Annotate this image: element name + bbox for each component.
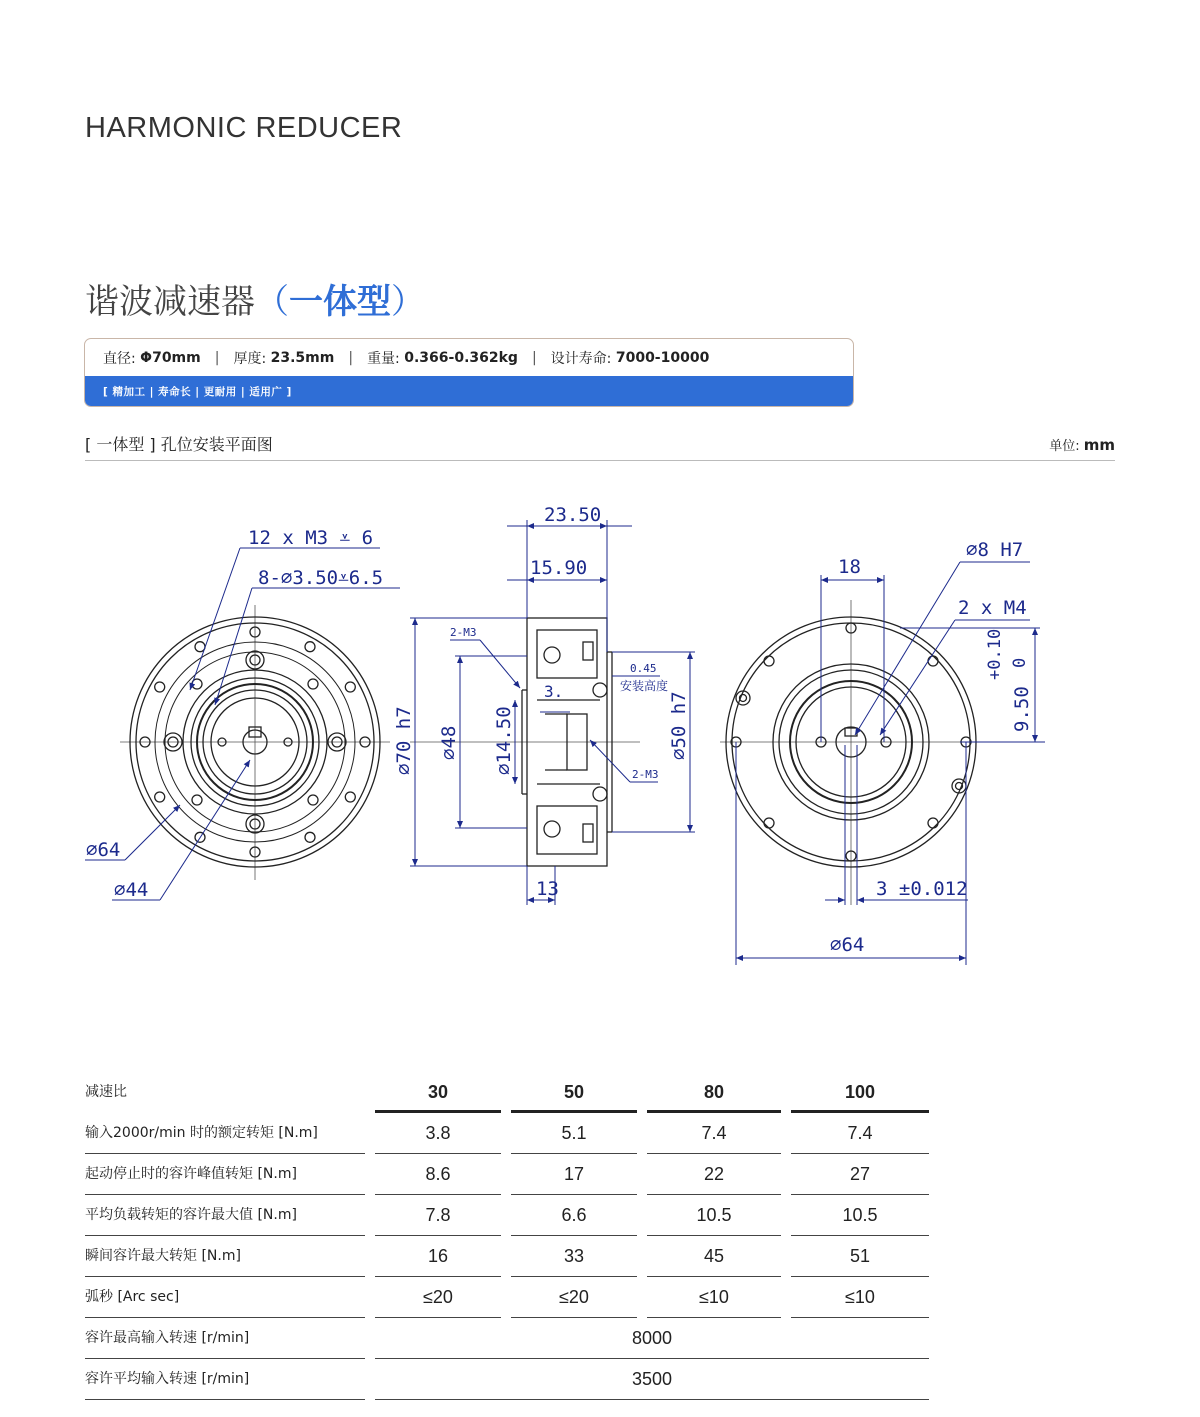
back-dim-950: 9.50 (1011, 686, 1033, 732)
table-cell: 7.4 (791, 1113, 929, 1154)
row-label: 平均负载转矩的容许最大值 [N.m] (85, 1195, 365, 1236)
technical-drawing (0, 470, 1200, 990)
table-cell: 8000 (375, 1318, 929, 1359)
front-dimensions (85, 548, 400, 900)
row-label: 瞬间容许最大转矩 [N.m] (85, 1236, 365, 1277)
table-cell: 17 (511, 1154, 637, 1195)
paren-close: ） (391, 282, 425, 322)
side-dia-50: ∅50 h7 (668, 691, 690, 760)
front-dia-44: ∅44 (114, 879, 149, 901)
side-m3-top: 2-M3 (450, 626, 477, 639)
side-install-height: 安装高度 (620, 679, 669, 693)
section-title: [ 一体型 ] 孔位安装平面图 (85, 435, 273, 454)
front-dia-64: ∅64 (86, 839, 121, 861)
side-dia-70: ∅70 h7 (393, 706, 415, 775)
side-len-13: 13 (536, 878, 559, 900)
back-tol-plus: +0.10 (985, 628, 1005, 680)
row-label: 输入2000r/min 时的额定转矩 [N.m] (85, 1113, 365, 1154)
unit-label (1049, 435, 1115, 454)
table-cell: 16 (375, 1236, 501, 1277)
section-divider (85, 460, 1115, 461)
table-cell: 22 (647, 1154, 781, 1195)
side-gap: 0.45 (630, 662, 657, 675)
front-holes-note: 12 x M3 ⩡ 6 (248, 527, 374, 549)
table-cell: 3500 (375, 1359, 929, 1400)
table-cell: 7.4 (647, 1113, 781, 1154)
side-m3-bottom: 2-M3 (632, 768, 659, 781)
spec-card (84, 338, 854, 407)
row-label: 弧秒 [Arc sec] (85, 1277, 365, 1318)
separator: | (214, 349, 220, 366)
ratio-header: 100 (791, 1072, 929, 1113)
diameter-value: Φ70mm (140, 349, 201, 366)
subtype-label: 一体型 (289, 282, 391, 322)
side-dim-3: 3. (544, 682, 564, 701)
back-dia-64: ∅64 (830, 934, 865, 956)
table-cell: 5.1 (511, 1113, 637, 1154)
row-label: 起动停止时的容许峰值转矩 [N.m] (85, 1154, 365, 1195)
title-cn-text: 谐波减速器 (85, 282, 255, 322)
title-cn (85, 274, 425, 323)
weight-label: 重量: (367, 350, 400, 367)
back-m4: 2 x M4 (958, 597, 1027, 619)
side-dia-1450: ∅14.50 (493, 706, 515, 775)
back-dia-8: ∅8 H7 (966, 539, 1024, 561)
weight-value: 0.366-0.362kg (404, 349, 518, 366)
row-label: 容许平均输入转速 [r/min] (85, 1359, 365, 1400)
table-cell: 7.8 (375, 1195, 501, 1236)
ratio-label: 减速比 (85, 1084, 127, 1100)
table-cell: ≤20 (375, 1277, 501, 1318)
table-cell: 3.8 (375, 1113, 501, 1154)
ratio-header: 50 (511, 1072, 637, 1113)
front-bolt-note: 8-∅3.50⩡6.5 (258, 567, 384, 589)
table-cell: 6.6 (511, 1195, 637, 1236)
table-cell: 10.5 (647, 1195, 781, 1236)
life-value: 7000-10000 (615, 349, 710, 366)
ratio-header: 30 (375, 1072, 501, 1113)
table-cell: ≤20 (511, 1277, 637, 1318)
separator: | (531, 349, 537, 366)
back-len-18: 18 (838, 556, 861, 578)
thickness-label: 厚度: (233, 350, 267, 367)
table-cell: ≤10 (791, 1277, 929, 1318)
front-view (120, 605, 390, 880)
side-len-1590: 15.90 (530, 557, 588, 579)
unit-value: mm (1083, 436, 1115, 454)
thickness-value: 23.5mm (270, 349, 335, 366)
table-cell: ≤10 (647, 1277, 781, 1318)
back-tol-zero: 0 (1010, 657, 1030, 668)
table-cell: 51 (791, 1236, 929, 1277)
paren-open: （ (255, 282, 289, 322)
row-label: 容许最高输入转速 [r/min] (85, 1318, 365, 1359)
separator: | (348, 349, 354, 366)
table-cell: 10.5 (791, 1195, 929, 1236)
table-cell: 8.6 (375, 1154, 501, 1195)
diameter-label: 直径: (103, 350, 136, 367)
unit-label-text: 单位: (1049, 439, 1080, 454)
spec-row (85, 339, 853, 376)
table-cell: 27 (791, 1154, 929, 1195)
table-cell: 33 (511, 1236, 637, 1277)
ratio-header: 80 (647, 1072, 781, 1113)
table-cell: 45 (647, 1236, 781, 1277)
life-label: 设计寿命: (550, 350, 612, 367)
feature-bar: [ 精加工 | 寿命长 | 更耐用 | 适用广 ] (85, 376, 853, 406)
back-key-3: 3 ±0.012 (876, 878, 968, 900)
title-en: HARMONIC REDUCER (85, 112, 403, 144)
side-len-total: 23.50 (544, 504, 602, 526)
side-dia-48: ∅48 (438, 725, 460, 760)
